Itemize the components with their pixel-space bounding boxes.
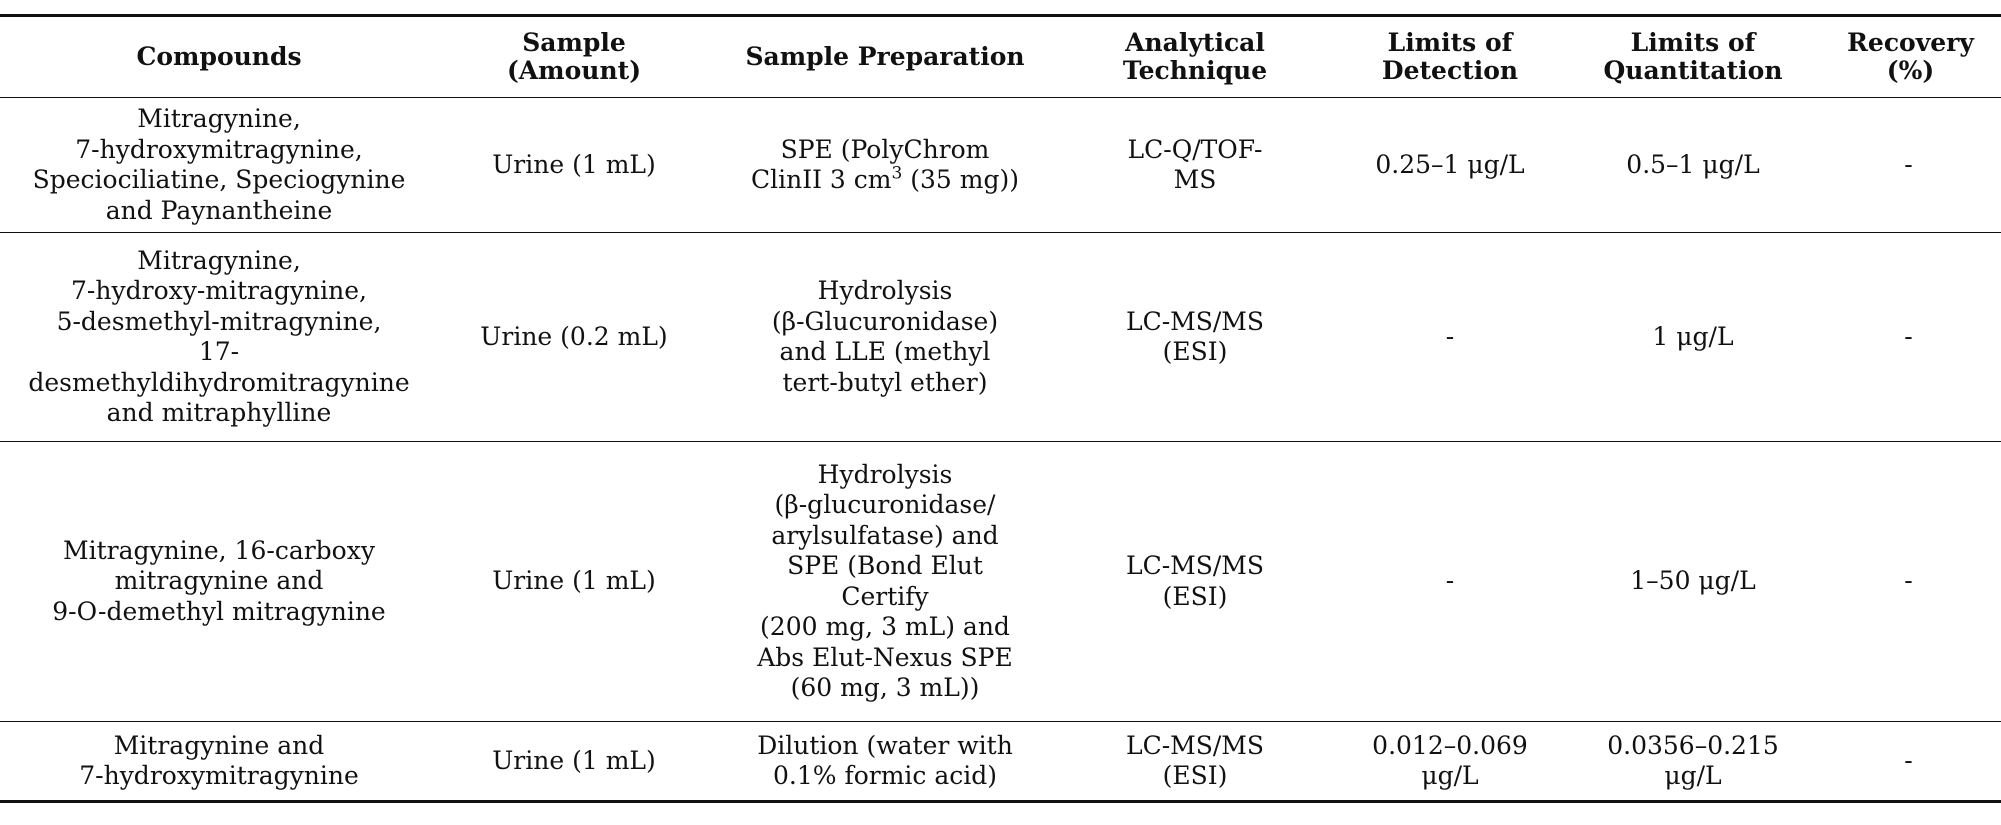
cell-recovery: - [1904, 745, 1913, 775]
cell-compounds: Mitragynine, 7-hydroxy-mitragynine, 5-desmethyl-mitragynine, 17- desmethyldihydromitragynine and mitraphylline [28, 245, 410, 427]
cell-loq: 0.5–1 μg/L [1626, 149, 1760, 179]
prep-line-2-suffix: (35 mg)) [902, 165, 1019, 194]
header-sample: Sample (Amount) [506, 28, 642, 85]
cell-lod: - [1445, 321, 1455, 351]
cell-loq: 1–50 μg/L [1630, 566, 1756, 596]
cell-sample-preparation: Dilution (water with 0.1% formic acid) [757, 730, 1013, 790]
table-row [0, 98, 2001, 233]
cell-lod: 0.012–0.069 μg/L [1372, 730, 1528, 790]
cell-loq: 0.0356–0.215 μg/L [1607, 730, 1779, 790]
table-row [0, 722, 2001, 802]
table-row [0, 233, 2001, 442]
header-sample-preparation: Sample Preparation [745, 42, 1025, 71]
prep-line-2-prefix: ClinII 3 cm [751, 165, 892, 194]
prep-superscript: 3 [891, 163, 903, 184]
cell-recovery: - [1904, 149, 1913, 179]
cell-sample-preparation [710, 98, 1060, 233]
header-limits-of-quantitation: Limits of Quantitation [1603, 28, 1783, 85]
methods-table-container [0, 14, 2001, 803]
cell-lod: - [1445, 566, 1455, 596]
methods-table [0, 14, 2001, 803]
table-header [0, 16, 2001, 98]
cell-sample: Urine (1 mL) [492, 745, 656, 775]
header-recovery: Recovery (%) [1847, 28, 1974, 85]
cell-sample-preparation: Hydrolysis (β-Glucuronidase) and LLE (methyl tert-butyl ether) [771, 276, 999, 397]
cell-sample: Urine (1 mL) [492, 566, 656, 596]
cell-analytical-technique: LC-MS/MS (ESI) [1125, 551, 1265, 611]
cell-lod: 0.25–1 μg/L [1375, 149, 1525, 179]
cell-analytical-technique: LC-Q/TOF- MS [1127, 134, 1263, 194]
cell-recovery: - [1904, 321, 1913, 351]
header-limits-of-detection: Limits of Detection [1381, 28, 1519, 85]
cell-sample: Urine (1 mL) [492, 149, 656, 179]
cell-compounds: Mitragynine and 7-hydroxymitragynine [79, 730, 359, 790]
cell-compounds: Mitragynine, 7-hydroxymitragynine, Speciociliatine, Speciogynine and Paynantheine [32, 104, 406, 225]
cell-recovery: - [1904, 566, 1913, 596]
header-analytical-technique: Analytical Technique [1122, 28, 1268, 85]
cell-sample: Urine (0.2 mL) [480, 321, 668, 351]
header-compounds: Compounds [136, 42, 302, 71]
cell-analytical-technique: LC-MS/MS (ESI) [1125, 730, 1265, 790]
header-row [0, 16, 2001, 98]
cell-compounds: Mitragynine, 16-carboxy mitragynine and 9-O-demethyl mitragynine [52, 535, 386, 626]
table-row [0, 442, 2001, 722]
cell-sample-preparation: Hydrolysis (β-glucuronidase/ arylsulfatase) and SPE (Bond Elut Certify (200 mg, 3 mL) and Abs Elut-Nexus SPE (60 mg, 3 mL)) [757, 459, 1013, 702]
prep-line-1: SPE (PolyChrom [780, 134, 990, 164]
cell-analytical-technique: LC-MS/MS (ESI) [1125, 306, 1265, 366]
cell-loq: 1 μg/L [1652, 321, 1734, 351]
table-body [0, 98, 2001, 802]
